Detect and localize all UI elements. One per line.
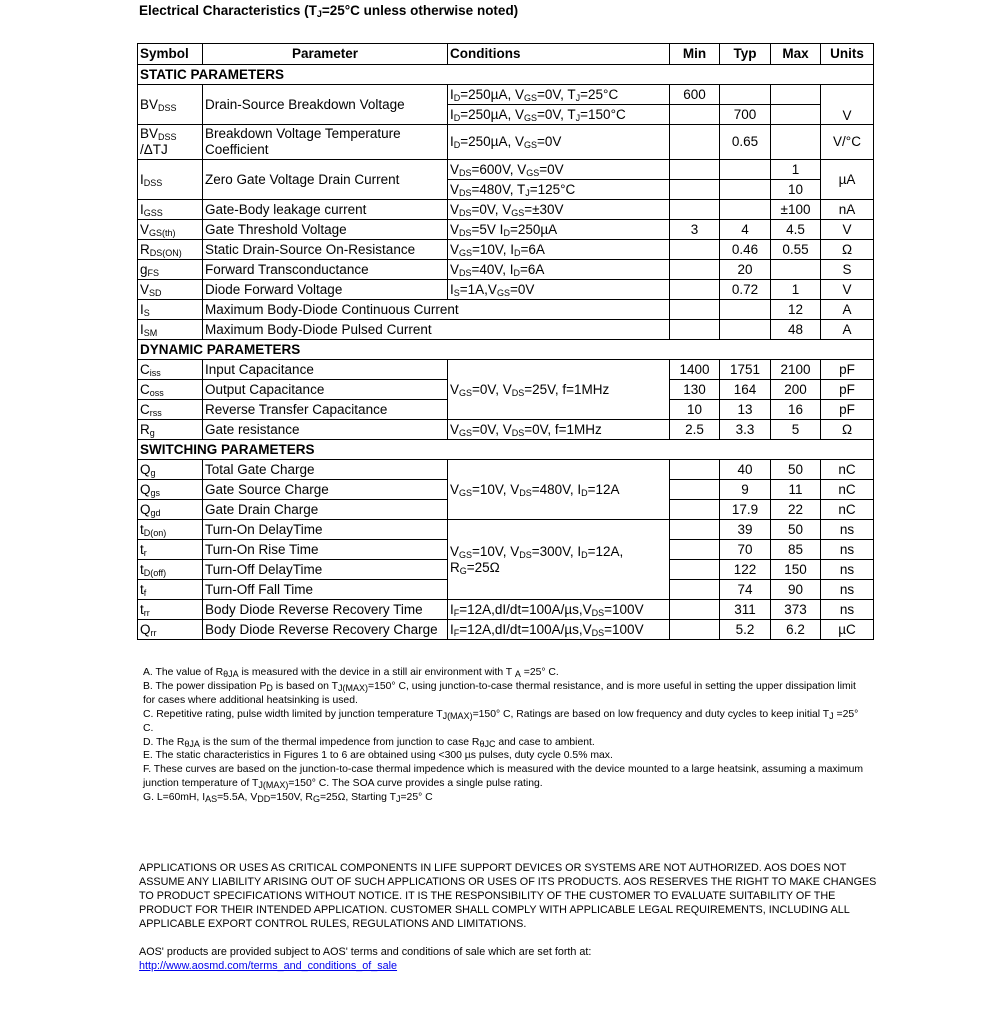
table-row (138, 460, 874, 480)
table-row (138, 620, 874, 640)
units-trr: ns (821, 600, 874, 620)
units-is: A (821, 300, 874, 320)
max-trr: 373 (771, 600, 821, 620)
min-coss: 130 (670, 380, 720, 400)
typ-qgd: 17.9 (720, 500, 771, 520)
units-crss: pF (821, 400, 874, 420)
units-bvdss: V (821, 85, 874, 125)
max-is: 12 (771, 300, 821, 320)
param-bvdss-tc: Breakdown Voltage Temperature Coefficient (203, 125, 448, 160)
table-row (138, 240, 874, 260)
param-vsd: Diode Forward Voltage (203, 280, 448, 300)
note-a: A. The value of $R_{\theta JA}$ is measured with the device in a still air environment with T $_A$ =25° C. (143, 667, 559, 679)
param-qrr: Body Diode Reverse Recovery Charge (203, 620, 448, 640)
symbol-tdoff: $t_{D(off)}$ (138, 560, 203, 580)
cond-bvdss-2: $I_D=250\mu A$, $V_{GS}=0V$, $T_J=150^\circ C$ (448, 105, 670, 125)
typ-tdon: 39 (720, 520, 771, 540)
symbol-vgsth: $V_{GS(th)}$ (138, 220, 203, 240)
units-qg: nC (821, 460, 874, 480)
symbol-is: $I_S$ (138, 300, 203, 320)
cond-idss-2: $V_{DS}=480V$, $T_J=125^\circ C$ (448, 180, 670, 200)
param-trr: Body Diode Reverse Recovery Time (203, 600, 448, 620)
section-dynamic: DYNAMIC PARAMETERS (138, 340, 874, 360)
units-tdon: ns (821, 520, 874, 540)
typ-qg: 40 (720, 460, 771, 480)
cond-rdson: $V_{GS}=10V$, $I_D=6A$ (448, 240, 670, 260)
header-min: Min (670, 44, 720, 65)
typ-coss: 164 (720, 380, 771, 400)
units-ciss: pF (821, 360, 874, 380)
note-f: F. These curves are based on the junction-to-case thermal impedence which is measured with the device mounted to a large heatsink, assuming a maximum junction temperature of $T_{J(MAX)}=150^\circ$ C. The SOA curve provides a single pulse rating. (143, 764, 864, 791)
units-vgsth: V (821, 220, 874, 240)
max-ism: 48 (771, 320, 821, 340)
symbol-crss: $C_{rss}$ (138, 400, 203, 420)
typ-gfs: 20 (720, 260, 771, 280)
max-igss: ±100 (771, 200, 821, 220)
cond-gfs: $V_{DS}=40V$, $I_D=6A$ (448, 260, 670, 280)
cond-capacitance: $V_{GS}=0V$, $V_{DS}=25V$, f=1MHz (448, 360, 670, 420)
typ-bvdss: 700 (720, 105, 771, 125)
cond-bvdss-tc: $I_D=250\mu A$, $V_{GS}=0V$ (448, 125, 670, 160)
units-rdson: Ω (821, 240, 874, 260)
max-qrr: 6.2 (771, 620, 821, 640)
disclaimer: APPLICATIONS OR USES AS CRITICAL COMPONENTS IN LIFE SUPPORT DEVICES OR SYSTEMS ARE NOT AUTHORIZED. AOS DOES NOT ASSUME ANY LIABILITY ARISING OUT OF SUCH APPLICATIONS OR USES OF ITS PRODUCTS. AOS RESERVES THE RIGHT TO MAKE CHANGES TO PRODUCT SPECIFICATIONS WITHOUT NOTICE. IT IS THE RESPONSIBILITY OF THE CUSTOMER TO EVALUATE SUITABILITY OF THE PRODUCT FOR THEIR INTENDED APPLICATION. CUSTOMER SHALL COMPLY WITH APPLICABLE LEGAL REQUIREMENTS, INCLUDING ALL APPLICABLE EXPORT CONTROL RULES, REGULATIONS AND LIMITATIONS. (139, 862, 877, 930)
param-qg: Total Gate Charge (203, 460, 448, 480)
symbol-ism: $I_{SM}$ (138, 320, 203, 340)
symbol-bvdss: $BV_{DSS}$ (138, 85, 203, 125)
terms-link[interactable]: http://www.aosmd.com/terms_and_conditions_of_sale (139, 960, 398, 972)
table-row (138, 420, 874, 440)
note-d: D. The $R_{\theta JA}$ is the sum of the thermal impedence from junction to case $R_{\theta JC}$ and case to ambient. (143, 736, 595, 749)
param-igss: Gate-Body leakage current (203, 200, 448, 220)
max-idss-1: 1 (771, 160, 821, 180)
max-idss-2: 10 (771, 180, 821, 200)
param-tr: Turn-On Rise Time (203, 540, 448, 560)
units-qgs: nC (821, 480, 874, 500)
table-header-row (138, 44, 874, 65)
symbol-coss: $C_{oss}$ (138, 380, 203, 400)
max-tf: 90 (771, 580, 821, 600)
table-row (138, 360, 874, 380)
symbol-gfs: $g_{FS}$ (138, 260, 203, 280)
page-title: Electrical Characteristics ($T_J=25^\circ C$ unless otherwise noted) (139, 3, 519, 19)
symbol-tf: $t_f$ (138, 580, 203, 600)
param-tdoff: Turn-Off DelayTime (203, 560, 448, 580)
typ-qrr: 5.2 (720, 620, 771, 640)
typ-vgsth: 4 (720, 220, 771, 240)
symbol-tr: $t_r$ (138, 540, 203, 560)
param-ism: Maximum Body-Diode Pulsed Current (203, 320, 670, 340)
table-row (138, 200, 874, 220)
symbol-bvdss-tc: $BV_{DSS}$ /ΔTJ (138, 125, 203, 160)
table-row (138, 160, 874, 180)
symbol-qrr: $Q_{rr}$ (138, 620, 203, 640)
table-row (138, 320, 874, 340)
typ-tdoff: 122 (720, 560, 771, 580)
param-crss: Reverse Transfer Capacitance (203, 400, 448, 420)
typ-tf: 74 (720, 580, 771, 600)
units-qrr: µC (821, 620, 874, 640)
max-crss: 16 (771, 400, 821, 420)
typ-crss: 13 (720, 400, 771, 420)
header-typ: Typ (720, 44, 771, 65)
param-vgsth: Gate Threshold Voltage (203, 220, 448, 240)
table-row (138, 125, 874, 160)
typ-rdson: 0.46 (720, 240, 771, 260)
typ-ciss: 1751 (720, 360, 771, 380)
max-qgd: 22 (771, 500, 821, 520)
max-tdoff: 150 (771, 560, 821, 580)
cond-qrr: $I_F=12A,dI/dt=100A/\mu s,V_{DS}=100V$ (448, 620, 670, 640)
table-row (138, 220, 874, 240)
cond-vgsth: $V_{DS}=5V$ $I_D=250\mu A$ (448, 220, 670, 240)
max-vgsth: 4.5 (771, 220, 821, 240)
note-g: G. L=60mH, $I_{AS}=5.5A$, $V_{DD}=150V$, $R_G=25\Omega$, Starting $T_J=25^\circ$ C (143, 792, 433, 805)
cond-bvdss-1: $I_D=250\mu A$, $V_{GS}=0V$, $T_J=25^\circ C$ (448, 85, 670, 105)
header-max: Max (771, 44, 821, 65)
cond-vsd: $I_S=1A,V_{GS}=0V$ (448, 280, 670, 300)
table-row (138, 85, 874, 105)
typ-qgs: 9 (720, 480, 771, 500)
min-ciss: 1400 (670, 360, 720, 380)
table-row (138, 300, 874, 320)
max-tdon: 50 (771, 520, 821, 540)
symbol-qg: $Q_g$ (138, 460, 203, 480)
typ-rg: 3.3 (720, 420, 771, 440)
units-igss: nA (821, 200, 874, 220)
symbol-idss: $I_{DSS}$ (138, 160, 203, 200)
max-qg: 50 (771, 460, 821, 480)
max-coss: 200 (771, 380, 821, 400)
cond-trr: $I_F=12A,dI/dt=100A/\mu s,V_{DS}=100V$ (448, 600, 670, 620)
units-gfs: S (821, 260, 874, 280)
units-rg: Ω (821, 420, 874, 440)
symbol-vsd: $V_{SD}$ (138, 280, 203, 300)
units-bvdss-tc: V/°C (821, 125, 874, 160)
max-rdson: 0.55 (771, 240, 821, 260)
footnotes (143, 666, 863, 805)
table-row (138, 280, 874, 300)
param-ciss: Input Capacitance (203, 360, 448, 380)
cond-charge: $V_{GS}=10V$, $V_{DS}=480V$, $I_D=12A$ (448, 460, 670, 520)
symbol-trr: $t_{rr}$ (138, 600, 203, 620)
note-c: C. Repetitive rating, pulse width limited by junction temperature $T_{J(MAX)}=150^\circ$ C, Ratings are based on low frequency and duty cycles to keep initial $T_J =25^\circ$ C. (143, 708, 859, 734)
param-tf: Turn-Off Fall Time (203, 580, 448, 600)
param-rdson: Static Drain-Source On-Resistance (203, 240, 448, 260)
units-qgd: nC (821, 500, 874, 520)
param-bvdss: Drain-Source Breakdown Voltage (203, 85, 448, 125)
symbol-qgd: $Q_{gd}$ (138, 500, 203, 520)
symbol-rg: $R_g$ (138, 420, 203, 440)
units-tf: ns (821, 580, 874, 600)
table-row (138, 600, 874, 620)
cond-igss: $V_{DS}=0V$, $V_{GS}=\pm 30V$ (448, 200, 670, 220)
max-ciss: 2100 (771, 360, 821, 380)
typ-vsd: 0.72 (720, 280, 771, 300)
min-bvdss: 600 (670, 85, 720, 105)
header-conditions: Conditions (448, 44, 670, 65)
param-qgs: Gate Source Charge (203, 480, 448, 500)
param-idss: Zero Gate Voltage Drain Current (203, 160, 448, 200)
terms-text: AOS' products are provided subject to AOS' terms and conditions of sale which are set forth at: (139, 946, 592, 958)
header-parameter: Parameter (203, 44, 448, 65)
min-rg: 2.5 (670, 420, 720, 440)
param-qgd: Gate Drain Charge (203, 500, 448, 520)
symbol-qgs: $Q_{gs}$ (138, 480, 203, 500)
terms-block (139, 945, 879, 973)
param-is: Maximum Body-Diode Continuous Current (203, 300, 670, 320)
note-b: B. The power dissipation $P_D$ is based on $T_{J(MAX)}=150^\circ$ C, using junction-to-case thermal resistance, and is more useful in setting the upper dissipation limit for cases where additional heatsinking is used. (143, 680, 856, 706)
section-static: STATIC PARAMETERS (138, 65, 874, 85)
max-rg: 5 (771, 420, 821, 440)
max-vsd: 1 (771, 280, 821, 300)
typ-bvdss-tc: 0.65 (720, 125, 771, 160)
cond-idss-1: $V_{DS}=600V$, $V_{GS}=0V$ (448, 160, 670, 180)
header-units: Units (821, 44, 874, 65)
max-qgs: 11 (771, 480, 821, 500)
units-ism: A (821, 320, 874, 340)
typ-tr: 70 (720, 540, 771, 560)
min-crss: 10 (670, 400, 720, 420)
symbol-rdson: $R_{DS(ON)}$ (138, 240, 203, 260)
note-e: E. The static characteristics in Figures 1 to 6 are obtained using <300 µs pulses, duty cycle 0.5% max. (143, 750, 613, 762)
param-tdon: Turn-On DelayTime (203, 520, 448, 540)
param-rg: Gate resistance (203, 420, 448, 440)
cond-rg: $V_{GS}=0V$, $V_{DS}=0V$, f=1MHz (448, 420, 670, 440)
symbol-tdon: $t_{D(on)}$ (138, 520, 203, 540)
units-idss: µA (821, 160, 874, 200)
cond-switching: $V_{GS}=10V$, $V_{DS}=300V$, $I_D=12A$, $R_G=25\Omega$ (448, 520, 670, 600)
param-gfs: Forward Transconductance (203, 260, 448, 280)
symbol-igss: $I_{GSS}$ (138, 200, 203, 220)
param-coss: Output Capacitance (203, 380, 448, 400)
section-switching: SWITCHING PARAMETERS (138, 440, 874, 460)
header-symbol: Symbol (138, 44, 203, 65)
table-row (138, 520, 874, 540)
max-tr: 85 (771, 540, 821, 560)
units-coss: pF (821, 380, 874, 400)
units-vsd: V (821, 280, 874, 300)
table-row (138, 260, 874, 280)
min-vgsth: 3 (670, 220, 720, 240)
typ-trr: 311 (720, 600, 771, 620)
symbol-ciss: $C_{iss}$ (138, 360, 203, 380)
units-tdoff: ns (821, 560, 874, 580)
electrical-characteristics-table (137, 43, 874, 640)
units-tr: ns (821, 540, 874, 560)
